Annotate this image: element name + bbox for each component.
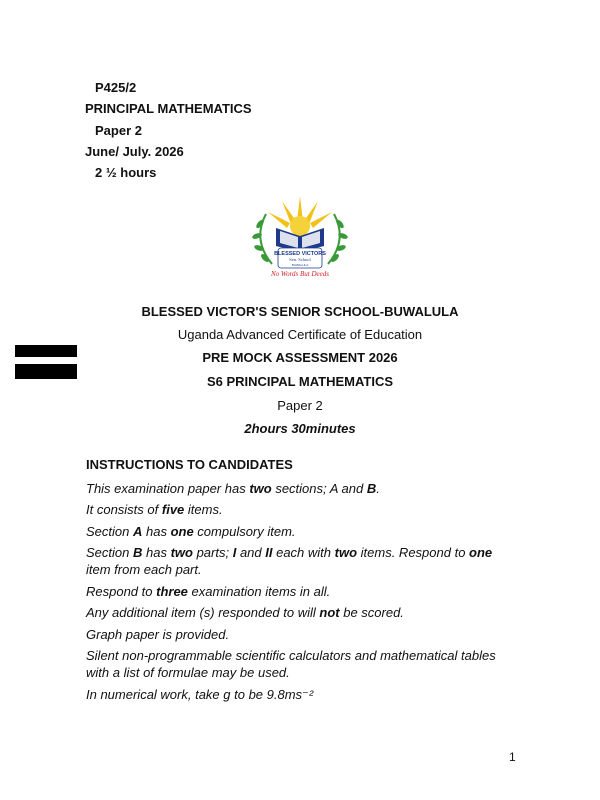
- school-crest-icon: [246, 192, 354, 280]
- instruction-item: In numerical work, take g to be 9.8ms⁻²: [86, 687, 314, 702]
- page-number: 1: [509, 750, 516, 764]
- instruction-item: Section B has two parts; I and II each with two items. Respond to one item from each part.: [86, 545, 493, 577]
- paper-code: P425/2: [95, 80, 137, 95]
- logo-place: BUWALULA: [291, 263, 309, 267]
- instruction-item: Respond to three examination items in all.: [86, 584, 331, 599]
- exam-duration: 2 ½ hours: [95, 165, 157, 180]
- subject-heading: PRINCIPAL MATHEMATICS: [85, 101, 252, 116]
- logo-name: BLESSED VICTORS: [274, 251, 326, 257]
- exam-subject-title: S6 PRINCIPAL MATHEMATICS: [206, 374, 394, 389]
- instructions-heading: INSTRUCTIONS TO CANDIDATES: [86, 457, 293, 472]
- instruction-item: Any additional item (s) responded to will not be scored.: [86, 605, 404, 620]
- time-allowed: 2hours 30minutes: [244, 421, 356, 436]
- instruction-item: This examination paper has two sections; A and B.: [86, 481, 380, 496]
- instruction-item: Silent non-programmable scientific calculators and mathematical tables with a list of formulae may be used.: [86, 648, 496, 680]
- paper-number: Paper 2: [95, 123, 142, 138]
- paper-label: Paper 2: [277, 398, 323, 413]
- assessment-title: PRE MOCK ASSESSMENT 2026: [202, 350, 398, 365]
- certificate-title: Uganda Advanced Certificate of Education: [177, 327, 423, 342]
- exam-date: June/ July. 2026: [85, 144, 184, 159]
- school-name: BLESSED VICTOR'S SENIOR SCHOOL-BUWALULA: [141, 304, 459, 319]
- logo-motto: No Words But Deeds: [270, 270, 330, 278]
- school-logo: [246, 192, 354, 280]
- instruction-item: Section A has one compulsory item.: [86, 524, 296, 539]
- instruction-item: Graph paper is provided.: [86, 627, 230, 642]
- instruction-item: It consists of five items.: [86, 502, 223, 517]
- logo-subtitle: Sen. School: [289, 257, 311, 262]
